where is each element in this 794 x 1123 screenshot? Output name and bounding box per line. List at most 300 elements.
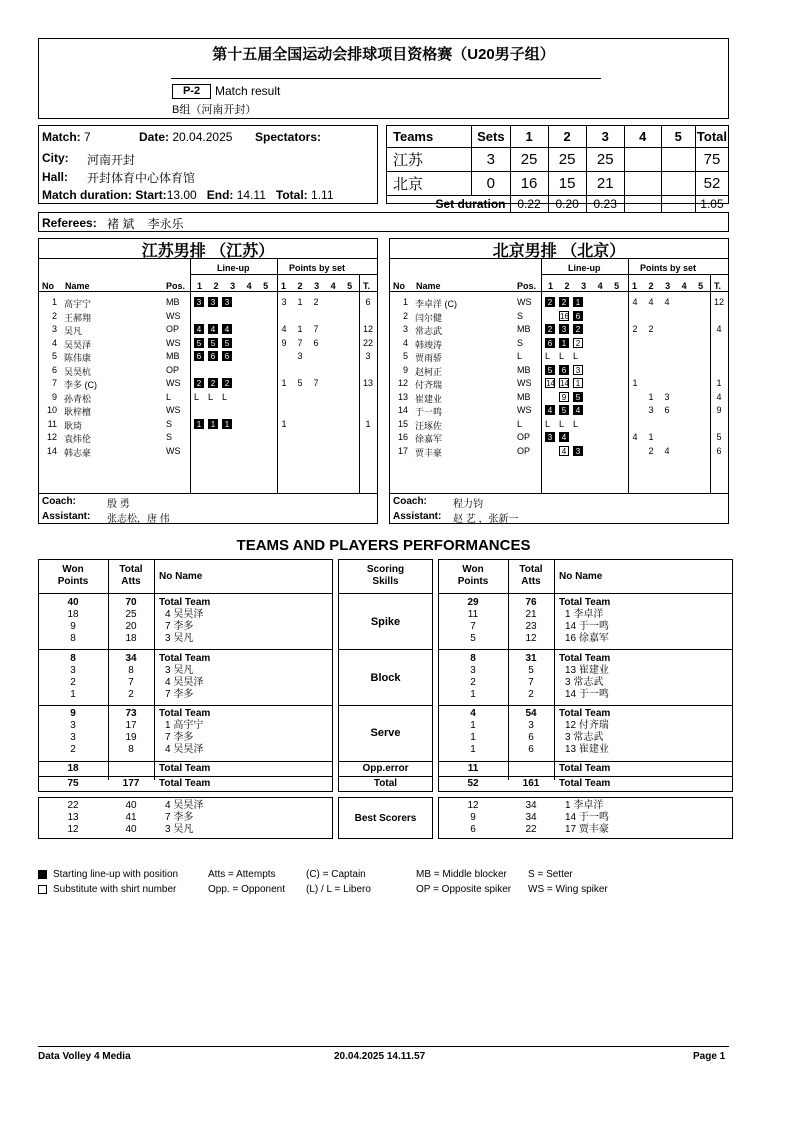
- opp-error-team: Total Team: [159, 763, 211, 774]
- won-points: 1: [470, 720, 476, 731]
- team-a-col-pos: Pos.: [166, 281, 186, 291]
- total-atts: 76: [525, 597, 537, 608]
- player-name: 7 李多: [165, 689, 194, 700]
- player-name: 4 吴昊泽: [165, 744, 204, 755]
- hall-label: Hall:: [42, 170, 69, 184]
- team-a-player-row: [39, 431, 377, 444]
- total-atts: 34: [125, 653, 137, 664]
- won-points: 8: [470, 653, 476, 664]
- player-name: 李卓洋 (C): [415, 299, 457, 309]
- player-total: 4: [716, 324, 722, 334]
- total-atts: 6: [528, 732, 534, 743]
- lineup-box: 3: [545, 432, 555, 442]
- set-duration-total: 1.05: [700, 197, 724, 212]
- lineup-box: 4: [222, 324, 232, 334]
- player-pos: S: [517, 337, 524, 348]
- player-pos: MB: [517, 364, 531, 375]
- team-a-name: 江苏男排 （江苏）: [141, 243, 275, 260]
- player-pos: WS: [166, 337, 181, 348]
- player-name: 12 付齐瑞: [565, 720, 609, 731]
- lineup-libero: L: [559, 418, 565, 429]
- player-name: 孙青松: [64, 393, 92, 404]
- player-name: 王郝翔: [64, 312, 92, 323]
- won-points: 2: [470, 677, 476, 688]
- player-total: 12: [362, 324, 373, 334]
- best-player: 17 贾丰豪: [565, 824, 609, 835]
- team-a-player-row: [39, 445, 377, 458]
- best-atts: 34: [525, 800, 537, 811]
- lineup-box: 6: [573, 311, 583, 321]
- team-a-coach-label: Coach:: [42, 496, 76, 507]
- lineup-box: 3: [559, 324, 569, 334]
- team-a-lineup-header: Line-up: [217, 263, 250, 273]
- player-no: 12: [46, 432, 57, 442]
- team-total-label: Total Team: [159, 708, 211, 719]
- team-b-player-row: [390, 350, 728, 363]
- start-time: 13.00: [166, 188, 197, 202]
- player-no: 2: [402, 310, 408, 321]
- header-box: [38, 38, 729, 119]
- set-points: 6: [664, 405, 670, 415]
- player-pos: WS: [166, 310, 181, 321]
- set-points: 7: [297, 337, 303, 348]
- player-pos: MB: [517, 391, 531, 402]
- player-total: 13: [362, 378, 373, 388]
- won-points: 3: [70, 720, 76, 731]
- doc-code: P-2: [172, 84, 211, 99]
- best-scorers-label: Best Scorers: [354, 813, 417, 824]
- team-a-assistant-label: Assistant:: [42, 511, 91, 522]
- legend-atts: Atts = Attempts: [208, 869, 276, 880]
- player-no: 7: [51, 378, 57, 388]
- score-team-a: 江苏: [387, 147, 472, 171]
- team-b-lineup-header: Line-up: [568, 263, 601, 273]
- total-atts: 8: [128, 665, 134, 676]
- legend-libero: (L) / L = Libero: [306, 884, 371, 895]
- team-b-assistant-label: Assistant:: [393, 511, 442, 522]
- footer-rule: [38, 1046, 729, 1047]
- score-header-teams: Teams: [387, 126, 472, 147]
- set-points: 1: [632, 378, 638, 388]
- score-header-set2: 2: [548, 126, 586, 147]
- player-pos: OP: [517, 445, 531, 456]
- set-points: 4: [632, 432, 638, 442]
- player-no: 4: [402, 337, 408, 348]
- team-a-player-row: [39, 364, 377, 377]
- score-total-b: 52: [695, 171, 728, 195]
- player-name: 袁炜伦: [64, 434, 92, 444]
- player-lineup: [194, 351, 236, 361]
- team-b-col-name: Name: [416, 281, 441, 291]
- player-pos: MB: [166, 297, 180, 307]
- team-b-coach-label: Coach:: [393, 496, 427, 507]
- grid-line: [338, 705, 433, 706]
- starting-lineup-swatch-icon: [38, 870, 47, 879]
- player-no: 4: [51, 337, 57, 348]
- start-label: Start:: [135, 188, 167, 202]
- total-atts: 3: [528, 720, 534, 731]
- won-points: 29: [467, 597, 479, 608]
- score-header-set1: 1: [510, 126, 548, 147]
- team-b-col-t: T.: [714, 281, 722, 291]
- player-name: 李多 (C): [64, 380, 97, 390]
- set-points: 1: [297, 297, 303, 307]
- player-name: 1 李卓洋: [565, 609, 604, 620]
- player-lineup: [545, 419, 587, 429]
- set-points: 2: [648, 445, 654, 456]
- total-label: Total: [373, 778, 398, 789]
- team-b-player-row: [390, 377, 728, 390]
- footer-left: Data Volley 4 Media: [38, 1051, 131, 1062]
- team-b-name: 北京男排 （北京）: [492, 243, 626, 260]
- set-duration-2: 0.20: [548, 195, 586, 213]
- player-no: 16: [397, 432, 408, 442]
- referees-box: [38, 212, 729, 232]
- player-total: 5: [716, 432, 722, 442]
- player-name: 高宇宁: [64, 299, 92, 309]
- player-name: 4 吴昊泽: [165, 677, 204, 688]
- total-atts: 21: [525, 609, 537, 620]
- player-name: 吴凡: [64, 326, 83, 336]
- skill-block: Block: [370, 672, 401, 684]
- total-atts: 31: [525, 653, 537, 664]
- no-name-header: No Name: [559, 571, 603, 582]
- player-pos: S: [166, 432, 173, 442]
- won-points: 1: [470, 689, 476, 700]
- total-atts: 25: [125, 609, 137, 620]
- set-points: 4: [648, 297, 654, 307]
- won-points-header: Won: [62, 564, 84, 575]
- team-total-label: Total Team: [159, 597, 211, 608]
- total-atts: 23: [525, 621, 537, 632]
- doc-name: Match result: [215, 84, 281, 98]
- opp-error-team: Total Team: [559, 763, 611, 774]
- team-b-player-row: [390, 431, 728, 444]
- player-pos: OP: [166, 324, 180, 334]
- total-atts: 2: [528, 689, 534, 700]
- date-label: Date:: [139, 130, 170, 144]
- player-pos: WS: [517, 297, 532, 307]
- team-b-coach: 程力钧: [453, 499, 483, 510]
- player-name: 汪琢佐: [415, 420, 443, 431]
- player-pos: S: [166, 418, 173, 429]
- won-points: 8: [70, 653, 76, 664]
- total-atts: 6: [528, 744, 534, 755]
- hall-value: 开封体育中心体育馆: [87, 171, 196, 185]
- player-no: 6: [51, 364, 57, 375]
- player-lineup: [545, 446, 587, 456]
- grid-line: [438, 791, 733, 792]
- lineup-box: 16: [560, 311, 569, 321]
- lineup-libero: L: [573, 418, 579, 429]
- total-atts: 2: [128, 689, 134, 700]
- skill-serve: Serve: [370, 727, 401, 739]
- lineup-box: 4: [194, 324, 204, 334]
- player-pos: WS: [166, 445, 181, 456]
- set-points: 2: [648, 324, 654, 334]
- grid-line: [38, 593, 333, 594]
- set-duration-3: 0.23: [586, 195, 624, 213]
- lineup-box: 3: [222, 297, 232, 307]
- total-team: Total Team: [559, 778, 611, 789]
- lineup-libero: L: [545, 351, 551, 361]
- team-b-player-row: [390, 337, 728, 350]
- team-a-player-row: [39, 377, 377, 390]
- lineup-box: 2: [194, 378, 204, 388]
- team-a-assistant: 张志松，唐 伟: [107, 514, 170, 525]
- grid-line: [38, 649, 333, 650]
- grid-line: [438, 797, 733, 798]
- score-s2-b: 15: [548, 171, 586, 195]
- lineup-box: 5: [545, 365, 555, 375]
- set-points: 4: [281, 324, 287, 334]
- player-name: 耿琦: [64, 420, 83, 431]
- legend-mb: MB = Middle blocker: [416, 869, 507, 880]
- player-name: 3 吴凡: [165, 665, 194, 676]
- lineup-box: 6: [559, 365, 569, 375]
- legend-op: OP = Opposite spiker: [416, 884, 512, 895]
- player-lineup: [545, 432, 573, 442]
- lineup-box: 1: [559, 338, 569, 348]
- player-no: 2: [51, 310, 57, 321]
- total-label: Total:: [275, 188, 308, 202]
- end-label: End:: [206, 188, 234, 202]
- lineup-box: 3: [208, 297, 218, 307]
- best-points: 12: [67, 824, 79, 835]
- total-atts: 54: [525, 708, 537, 719]
- score-header-set5: 5: [661, 126, 695, 147]
- lineup-box: 5: [559, 405, 569, 415]
- team-a-player-row: [39, 310, 377, 323]
- player-lineup: [545, 297, 587, 307]
- lineup-box: 4: [559, 432, 569, 442]
- lineup-box: 5: [222, 338, 232, 348]
- team-b-assistant: 赵 艺 ，张新一: [453, 514, 519, 525]
- score-s5-b: [661, 171, 695, 195]
- team-b-player-row: [390, 323, 728, 336]
- best-atts: 40: [125, 800, 137, 811]
- score-sets-b: 0: [472, 171, 510, 195]
- score-s1-a: 25: [510, 147, 548, 171]
- team-b-lineup-sets: 1 2 3 4 5: [548, 281, 620, 291]
- total-atts: 7: [528, 677, 534, 688]
- score-header-set4: 4: [624, 126, 661, 147]
- team-b-col-pos: Pos.: [517, 281, 537, 291]
- set-points: 4: [632, 297, 638, 307]
- team-a-player-row: [39, 391, 377, 404]
- scoring-skills-header: Skills: [372, 576, 399, 587]
- team-total-label: Total Team: [559, 597, 611, 608]
- player-name: 常志武: [415, 326, 443, 336]
- player-pos: L: [517, 418, 523, 429]
- player-name: 耿梓檀: [64, 407, 92, 417]
- won-points: 5: [470, 633, 476, 644]
- grid-line: [438, 761, 733, 762]
- lineup-box: 3: [573, 365, 583, 375]
- won-points: 8: [70, 633, 76, 644]
- total-atts-header: Total: [519, 564, 543, 575]
- set-points: 1: [281, 418, 287, 429]
- team-total-label: Total Team: [159, 653, 211, 664]
- best-atts: 22: [525, 824, 537, 835]
- set-points: 3: [648, 405, 654, 415]
- grid-line: [38, 797, 333, 798]
- won-points: 4: [470, 708, 476, 719]
- footer-right: Page 1: [693, 1051, 726, 1062]
- legend-starting: Starting line-up with position: [53, 869, 179, 880]
- team-b-player-row: [390, 310, 728, 323]
- page-title: 第十五届全国运动会排球项目资格赛（U20男子组）: [212, 46, 555, 63]
- player-lineup: [194, 378, 236, 388]
- lineup-box: 5: [194, 338, 204, 348]
- score-s5-a: [661, 147, 695, 171]
- team-a-roster: [38, 238, 378, 524]
- player-lineup: [545, 351, 587, 361]
- team-b-player-row: [390, 391, 728, 404]
- player-lineup: [545, 365, 587, 375]
- won-points-header: Won: [462, 564, 484, 575]
- lineup-box: 4: [208, 324, 218, 334]
- best-player: 14 于一鸣: [565, 812, 609, 823]
- lineup-box: 2: [573, 338, 583, 348]
- player-total: 9: [716, 405, 722, 415]
- lineup-box: 6: [208, 351, 218, 361]
- player-name: 3 常志武: [565, 677, 604, 688]
- lineup-box: 2: [222, 378, 232, 388]
- total-points: 75: [67, 778, 79, 789]
- best-player: 4 吴昊泽: [165, 800, 204, 811]
- lineup-box: 9: [559, 392, 569, 402]
- total-team: Total Team: [159, 778, 211, 789]
- team-total-label: Total Team: [559, 708, 611, 719]
- lineup-libero: L: [573, 351, 579, 361]
- player-pos: L: [517, 351, 523, 361]
- score-s3-b: 21: [586, 171, 624, 195]
- grid-line: [438, 649, 733, 650]
- won-points: 9: [70, 621, 76, 632]
- won-points-header: Points: [457, 576, 489, 587]
- total-atts: 5: [528, 665, 534, 676]
- score-s2-a: 25: [548, 147, 586, 171]
- score-table: [387, 126, 728, 213]
- total-atts-header: Atts: [121, 576, 141, 587]
- legend-s: S = Setter: [528, 869, 573, 880]
- total-atts: 161: [522, 778, 540, 789]
- team-a-col-t: T.: [363, 281, 371, 291]
- team-b-player-row: [390, 364, 728, 377]
- player-no: 10: [46, 405, 57, 415]
- team-b-player-row: [390, 445, 728, 458]
- team-b-points-sets: 1 2 3 4 5: [632, 281, 704, 291]
- player-name: 韩竣涛: [415, 339, 443, 350]
- team-a-lineup-sets: 1 2 3 4 5: [197, 281, 269, 291]
- won-points: 3: [70, 732, 76, 743]
- lineup-box: 3: [573, 446, 583, 456]
- set-points: 7: [313, 324, 319, 334]
- total-atts: 177: [122, 778, 140, 789]
- score-total-a: 75: [695, 147, 728, 171]
- city-value: 河南开封: [87, 153, 136, 167]
- player-total: 12: [713, 297, 724, 307]
- set-duration-row: [387, 195, 728, 213]
- player-lineup: [194, 392, 236, 402]
- player-name: 崔建业: [415, 393, 443, 404]
- lineup-box: 4: [573, 405, 583, 415]
- player-name: 于一鸣: [415, 407, 443, 417]
- team-b-player-row: [390, 418, 728, 431]
- player-no: 13: [397, 391, 408, 402]
- best-player: 3 吴凡: [165, 824, 194, 835]
- team-a-col-name: Name: [65, 281, 90, 291]
- legend-substitute: Substitute with shirt number: [53, 884, 177, 895]
- player-lineup: [545, 392, 587, 402]
- lineup-box: 2: [559, 297, 569, 307]
- legend-captain: (C) = Captain: [306, 869, 366, 880]
- best-atts: 41: [125, 812, 137, 823]
- player-pos: S: [517, 310, 524, 321]
- best-atts: 34: [525, 812, 537, 823]
- lineup-box: 5: [573, 392, 583, 402]
- player-name: 4 吴昊泽: [165, 609, 204, 620]
- won-points: 40: [67, 597, 79, 608]
- set-points: 4: [664, 297, 670, 307]
- player-no: 14: [397, 405, 408, 415]
- player-lineup: [194, 419, 236, 429]
- player-name: 14 于一鸣: [565, 621, 609, 632]
- player-total: 22: [362, 337, 373, 348]
- team-b-col-no: No: [393, 281, 405, 291]
- lineup-box: 1: [222, 419, 232, 429]
- player-lineup: [545, 324, 587, 334]
- footer-center: 20.04.2025 14.11.57: [334, 1051, 426, 1062]
- referees-names: 褚 斌 李永乐: [107, 217, 184, 231]
- total-atts: 8: [128, 744, 134, 755]
- won-points: 1: [470, 732, 476, 743]
- player-no: 5: [402, 351, 408, 361]
- lineup-box: 5: [208, 338, 218, 348]
- player-name: 陈伟康: [64, 353, 92, 363]
- grid-line: [554, 559, 555, 780]
- set-points: 5: [297, 378, 303, 388]
- total-time: 1.11: [311, 188, 334, 202]
- player-name: 14 于一鸣: [565, 689, 609, 700]
- player-no: 1: [402, 297, 408, 307]
- player-name: 徐嘉军: [415, 434, 443, 444]
- legend-opp: Opp. = Opponent: [208, 884, 286, 895]
- total-atts: 19: [125, 732, 137, 743]
- player-total: 4: [716, 391, 722, 402]
- won-points: 2: [70, 744, 76, 755]
- player-name: 吴昊杭: [64, 366, 92, 377]
- team-total-label: Total Team: [559, 653, 611, 664]
- best-points: 13: [67, 812, 79, 823]
- set-points: 1: [648, 391, 654, 402]
- player-name: 赵柯正: [415, 366, 443, 377]
- grid-line: [38, 776, 333, 777]
- player-pos: MB: [166, 351, 180, 361]
- match-info-box: [38, 125, 378, 204]
- score-header-set3: 3: [586, 126, 624, 147]
- best-points: 9: [470, 812, 476, 823]
- grid-line: [38, 761, 333, 762]
- won-points: 3: [70, 665, 76, 676]
- score-sets-a: 3: [472, 147, 510, 171]
- player-name: 贾雨骄: [415, 353, 443, 363]
- lineup-box: 2: [545, 324, 555, 334]
- team-a-points-header: Points by set: [289, 263, 346, 273]
- won-points-header: Points: [57, 576, 89, 587]
- best-points: 6: [470, 824, 476, 835]
